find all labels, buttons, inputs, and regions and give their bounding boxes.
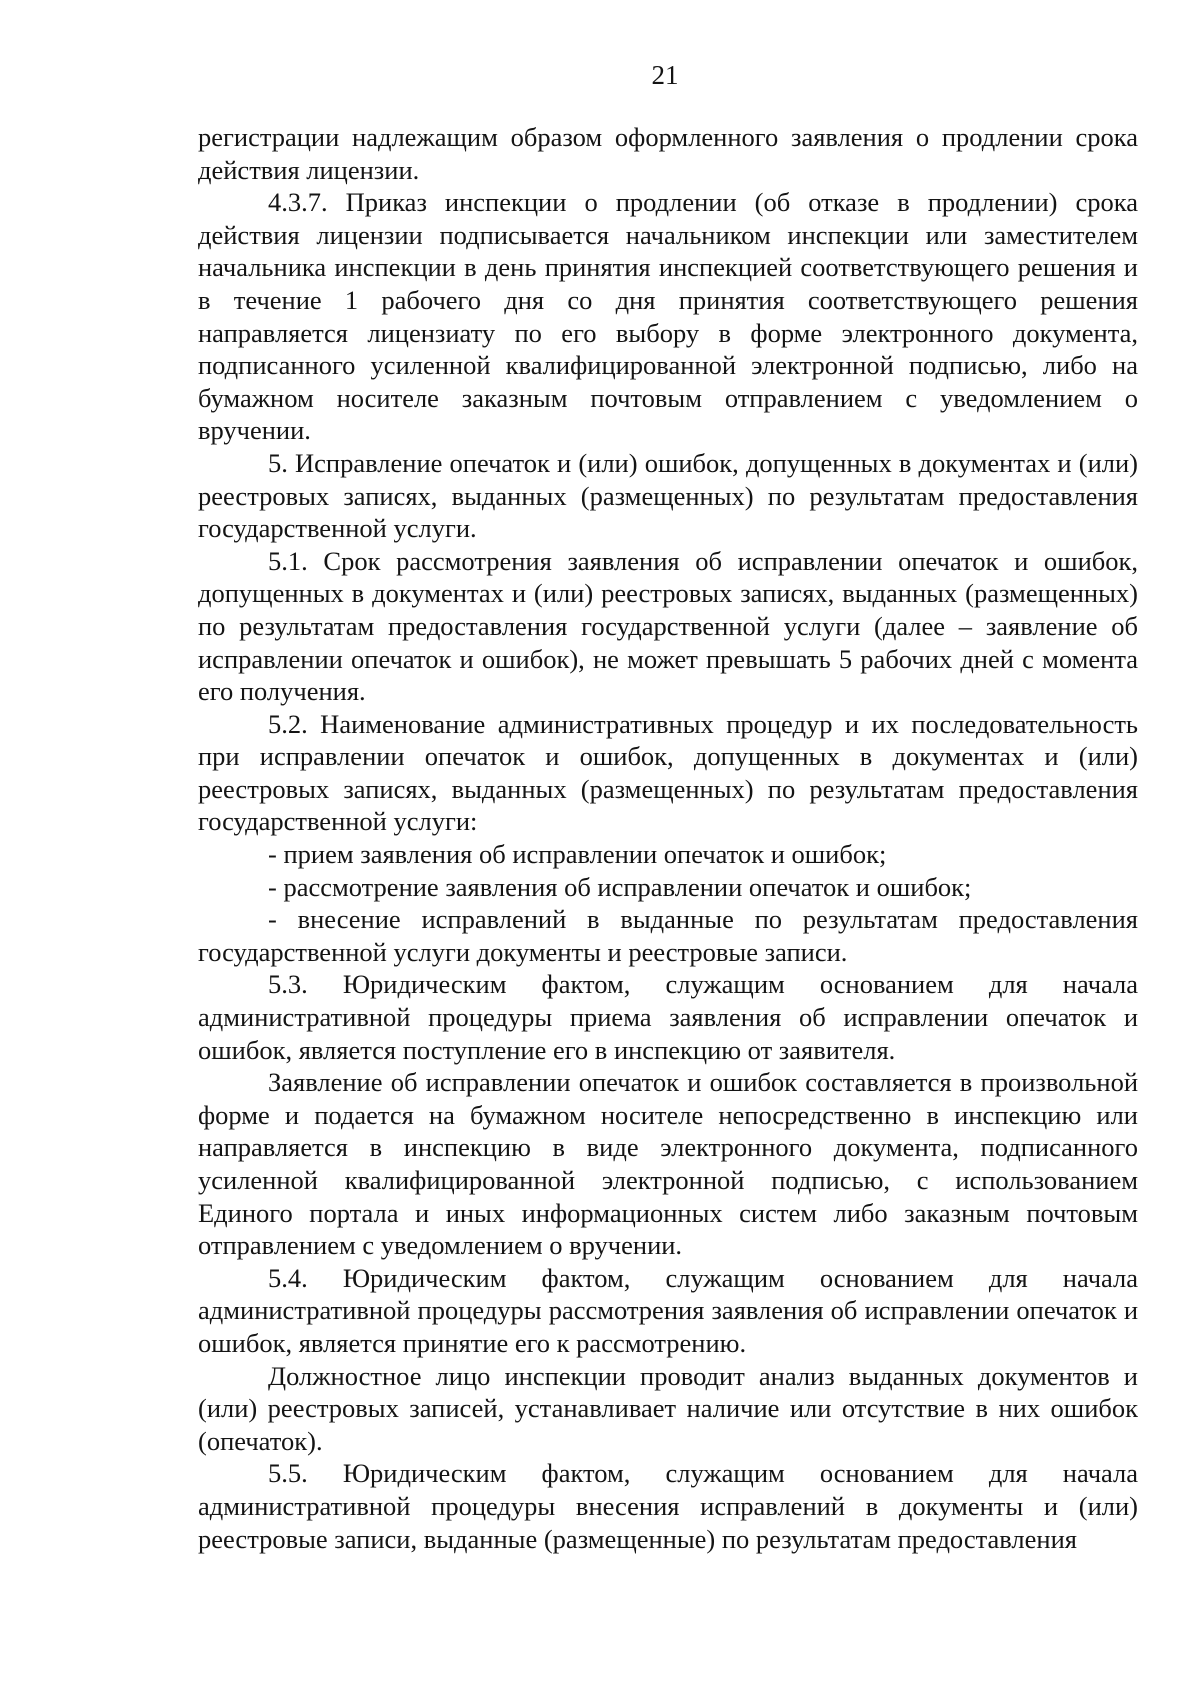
paragraph-5-3: 5.3. Юридическим фактом, служащим основанием для начала административной процедуры приема заявления об исправлении опечаток и ошибок, является поступление его в инспекцию от заявителя.	[198, 969, 1138, 1065]
list-item-corrections: - внесение исправлений в выданные по результатам предоставления государственной услуги документы и реестровые записи.	[198, 904, 1138, 967]
paragraph-application-form: Заявление об исправлении опечаток и ошибок составляется в произвольной форме и подается на бумажном носителе непосредственно в инспекцию или направляется в инспекцию в виде электронного документа, подписанного усиленной квалифицированной электронной подписью, с использованием Единого портала и иных информационных систем либо заказным почтовым отправлением с уведомлением о вручении.	[198, 1067, 1138, 1261]
paragraph-5-heading: 5. Исправление опечаток и (или) ошибок, допущенных в документах и (или) реестровых записях, выданных (размещенных) по результатам предоставления государственной услуги.	[198, 447, 1138, 544]
document-body	[198, 121, 1138, 1555]
paragraph-5-5: 5.5. Юридическим фактом, служащим основанием для начала административной процедуры внесения исправлений в документы и (или) реестровые записи, выданные (размещенные) по результатам предоставления	[198, 1458, 1138, 1554]
paragraph-4-3-7: 4.3.7. Приказ инспекции о продлении (об отказе в продлении) срока действия лицензии подписывается начальником инспекции или заместителем начальника инспекции в день принятия инспекцией соответствующего решения и в течение 1 рабочего дня со дня принятия соответствующего решения направляется лицензиату по его выбору в форме электронного документа, подписанного усиленной квалифицированной электронной подписью, либо на бумажном носителе заказным почтовым отправлением с уведомлением о вручении.	[198, 187, 1138, 446]
paragraph-5-4: 5.4. Юридическим фактом, служащим основанием для начала административной процедуры рассмотрения заявления об исправлении опечаток и ошибок, является принятие его к рассмотрению.	[198, 1262, 1138, 1358]
paragraph-continuation: регистрации надлежащим образом оформленного заявления о продлении срока действия лицензии.	[198, 122, 1138, 185]
paragraph-5-1: 5.1. Срок рассмотрения заявления об исправлении опечаток и ошибок, допущенных в документах и (или) реестровых записях, выданных (размещенных) по результатам предоставления государственной услуги (далее – заявление об исправлении опечаток и ошибок), не может превышать 5 рабочих дней с момента его получения.	[198, 545, 1138, 707]
list-item-review: - рассмотрение заявления об исправлении опечаток и ошибок;	[268, 871, 972, 902]
page-number: 21	[651, 60, 679, 90]
paragraph-official-analysis: Должностное лицо инспекции проводит анализ выданных документов и (или) реестровых записей, устанавливает наличие или отсутствие в них ошибок (опечаток).	[198, 1360, 1138, 1456]
list-item-receipt: - прием заявления об исправлении опечаток и ошибок;	[268, 839, 887, 870]
paragraph-5-2: 5.2. Наименование административных процедур и их последовательность при исправлении опечаток и ошибок, допущенных в документах и (или) реестровых записях, выданных (размещенных) по результатам предоставления государственной услуги:	[198, 708, 1138, 837]
